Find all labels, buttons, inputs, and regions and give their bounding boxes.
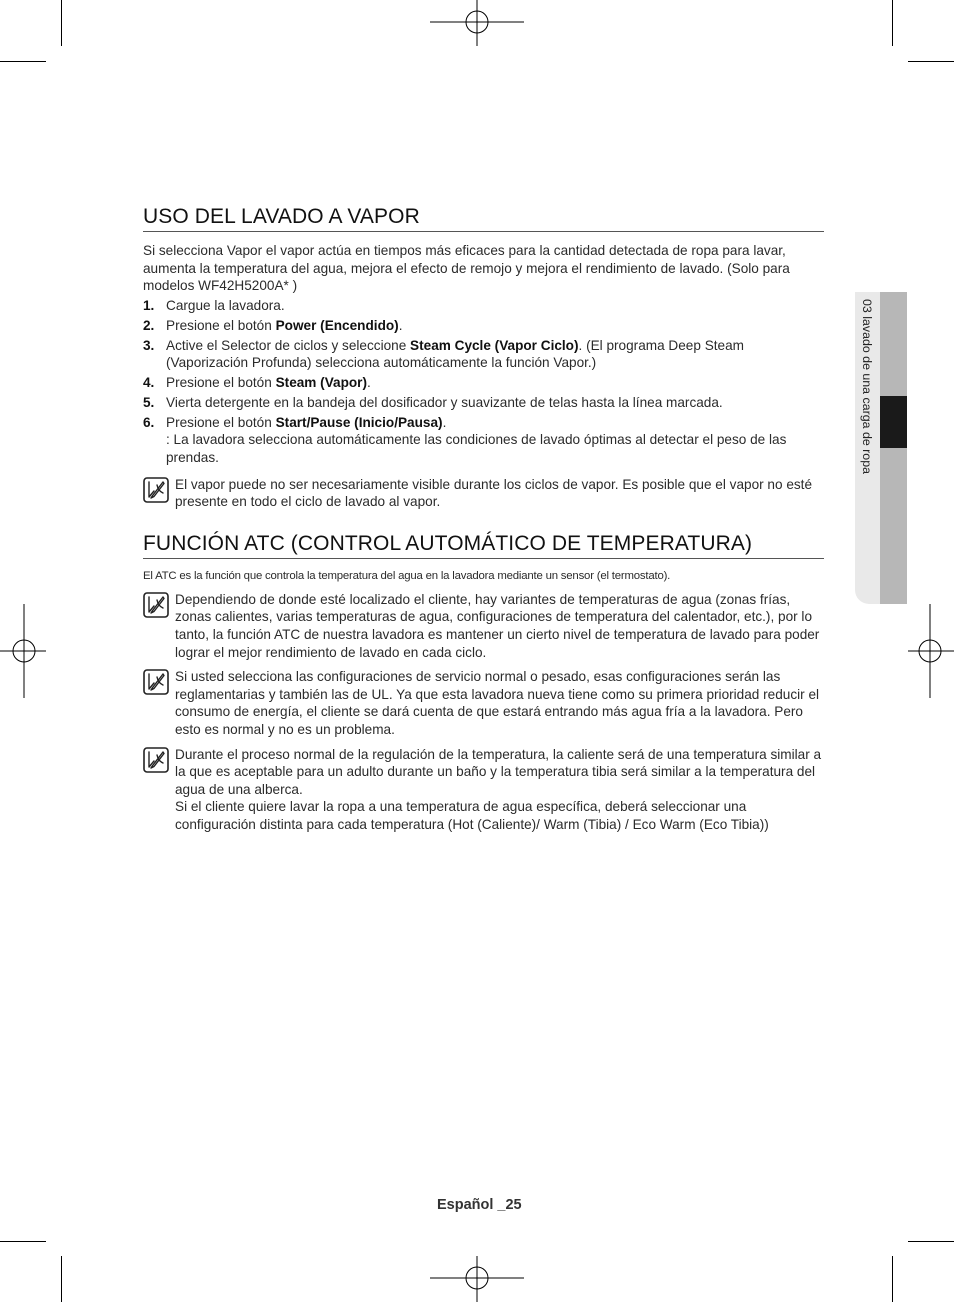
step-button-name: Power (Encendido) [275, 317, 399, 333]
steam-note [143, 476, 824, 511]
note-pencil-icon [143, 592, 169, 618]
crop-mark [908, 61, 954, 62]
step-text-part: Presione el botón [166, 317, 276, 333]
note-text: El vapor puede no ser necesariamente visible durante los ciclos de vapor. Es posible que el vapor no esté presente en todo el ciclo de lavado al vapor. [175, 476, 813, 510]
step-text [166, 394, 824, 412]
step-subtext: : La lavadora selecciona automáticamente las condiciones de lavado óptimas al detectar el peso de las prendas. [166, 432, 787, 466]
side-tab-indicator [880, 396, 907, 448]
step-text-part: Presione el botón [166, 414, 276, 430]
step-button-name: Steam (Vapor) [275, 375, 367, 391]
step-text [166, 317, 824, 335]
atc-note-1 [143, 591, 824, 661]
note-pencil-icon [143, 477, 169, 503]
note-text: Dependiendo de donde esté localizado el cliente, hay variantes de temperaturas de agua (zonas frías, zonas calientes, varias temperaturas de agua, configuraciones de temperatura del calentador, etc.), por lo tanto, la función ATC de nuestra lavadora es mantener un cierto nivel de temperatura de lavado para poder lograr el mejor rendimiento de lavado en cada ciclo. [175, 591, 820, 660]
registration-crosshair-icon [430, 0, 524, 46]
step-number: 3. [143, 337, 155, 353]
crop-mark [61, 1256, 62, 1302]
page-footer: Español _25 [437, 1197, 522, 1213]
step-text [166, 374, 824, 392]
step-number: 6. [143, 414, 155, 430]
registration-crosshair-icon [430, 1256, 524, 1302]
step-button-name: Start/Pause (Inicio/Pausa) [275, 414, 443, 430]
steam-steps [143, 297, 824, 467]
list-item [143, 374, 824, 392]
list-item [143, 297, 824, 315]
step-text-part: . [442, 414, 447, 430]
step-text [166, 297, 824, 315]
note-paragraph: Si el cliente quiere lavar la ropa a una temperatura de agua específica, deberá seleccionar una configuración distinta para cada temperatura (Hot (Caliente)/ Warm (Tibia) / Eco Warm (Eco Tibia)) [175, 799, 769, 832]
crop-mark [61, 0, 62, 46]
atc-note-2 [143, 668, 824, 738]
note-text: Si usted selecciona las configuraciones de servicio normal o pesado, esas configuraciones serán las reglamentarias y también las de UL. Ya que esta lavadora nueva tiene como su primera prioridad reducir el consumo de energía, el cliente se dará cuenta de que estará entrando más agua fría a la lavadora. Pero esto es normal y no es un problema. [175, 669, 820, 737]
step-text [166, 337, 824, 372]
step-text [166, 414, 824, 467]
side-tab-bar [880, 292, 907, 604]
registration-crosshair-icon [908, 604, 954, 698]
step-text-part: . [367, 375, 371, 391]
step-text-part: . (El programa Deep Steam (Vaporización Profunda) selecciona automáticamente la función Vapor.) [166, 337, 744, 371]
step-number: 1. [143, 297, 155, 313]
step-text-part: . [398, 317, 403, 333]
step-text-part: Cargue la lavadora. [166, 297, 285, 313]
atc-note-3 [143, 746, 824, 834]
step-number: 5. [143, 394, 155, 410]
crop-mark [0, 1241, 46, 1242]
list-item [143, 337, 824, 372]
step-button-name: Steam Cycle (Vapor Ciclo) [410, 337, 579, 353]
main-content [143, 205, 824, 834]
section-title-steam: USO DEL LAVADO A VAPOR [143, 205, 824, 232]
step-number: 4. [143, 375, 155, 391]
crop-mark [892, 0, 893, 46]
step-number: 2. [143, 317, 155, 333]
list-item [143, 394, 824, 412]
note-pencil-icon [143, 747, 169, 773]
list-item [143, 414, 824, 467]
chapter-label: 03 lavado de una carga de ropa [860, 299, 874, 474]
atc-intro: El ATC es la función que controla la temperatura del agua en la lavadora mediante un sensor (el termostato). [143, 569, 671, 582]
list-item [143, 317, 824, 335]
registration-crosshair-icon [0, 604, 46, 698]
crop-mark [908, 1241, 954, 1242]
note-text [175, 746, 824, 834]
note-pencil-icon [143, 669, 169, 695]
crop-mark [892, 1256, 893, 1302]
section-title-atc: FUNCIÓN ATC (CONTROL AUTOMÁTICO DE TEMPERATURA) [143, 532, 824, 559]
step-text-part: Vierta detergente en la bandeja del dosificador y suavizante de telas hasta la línea marcada. [166, 394, 723, 410]
note-paragraph: Durante el proceso normal de la regulación de la temperatura, la caliente será de una temperatura similar a la que es aceptable para un adulto durante un baño y la temperatura tibia será similar a la temperatura del agua de una alberca. [175, 746, 822, 797]
step-text-part: Active el Selector de ciclos y seleccione [166, 337, 411, 353]
step-text-part: Presione el botón [166, 375, 276, 391]
crop-mark [0, 61, 46, 62]
steam-intro: Si selecciona Vapor el vapor actúa en tiempos más eficaces para la cantidad detectada de ropa para lavar, aumenta la temperatura del agua, mejora el efecto de remojo y mejora el rendimiento de lavado. (Solo para modelos WF42H5200A* ) [143, 243, 790, 294]
